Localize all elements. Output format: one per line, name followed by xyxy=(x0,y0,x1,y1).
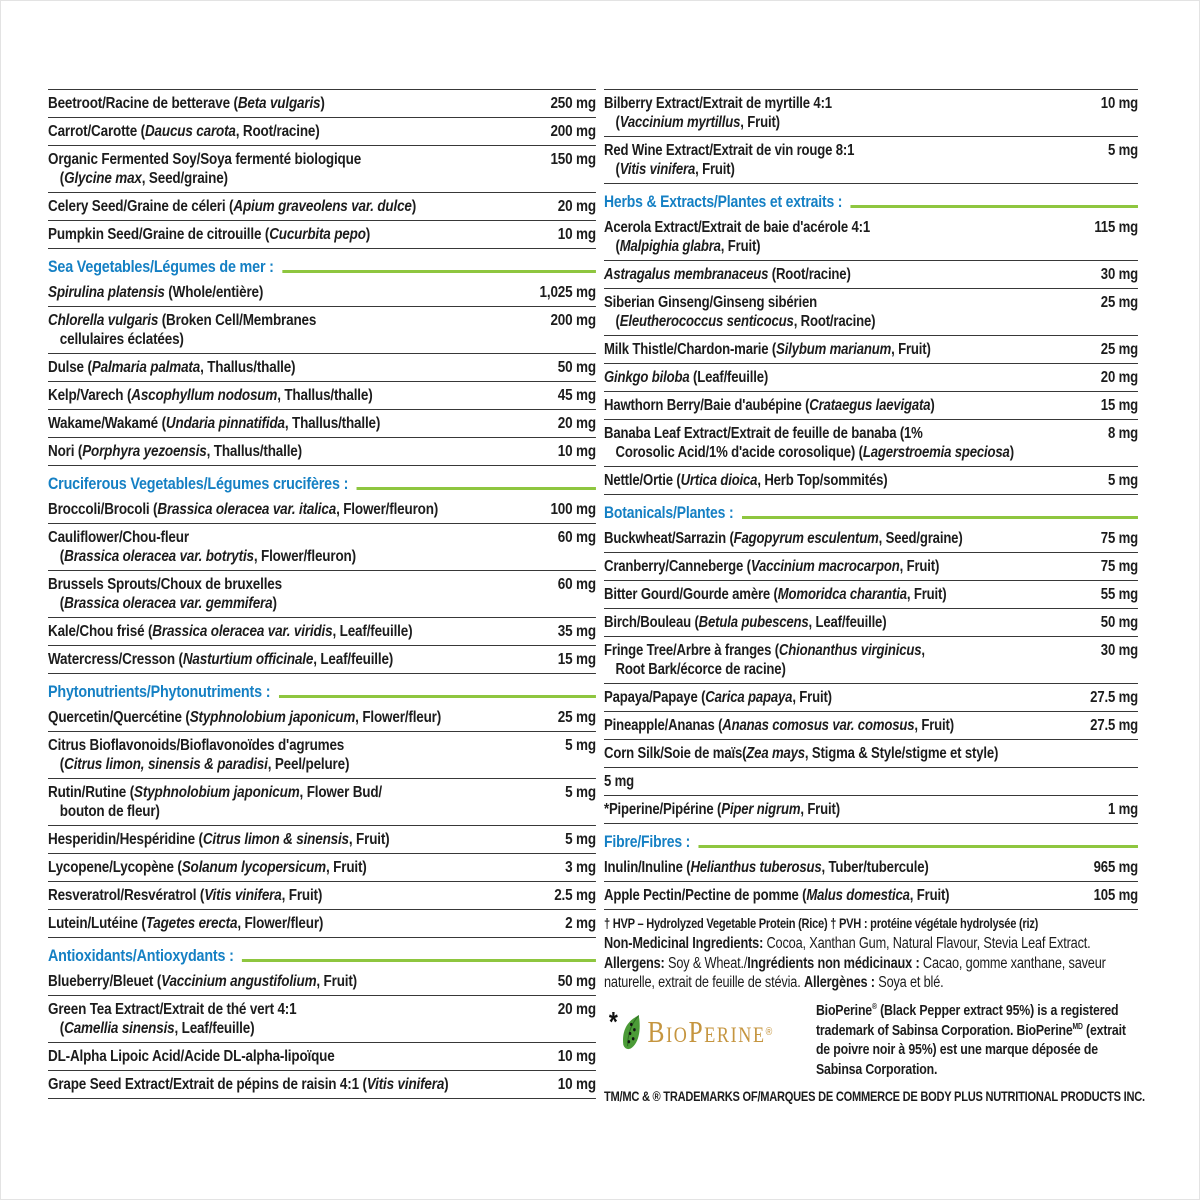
ingredient-row xyxy=(604,363,1138,391)
ingredient-row xyxy=(604,391,1138,419)
ingredient-amount: 1,025 mg xyxy=(539,284,596,301)
section-heading-label: Antioxidants/Antioxydants : xyxy=(48,946,234,965)
ingredient-amount: 5 mg xyxy=(1107,142,1138,159)
ingredient-name: Green Tea Extract/Extrait de thé vert 4:1 (Camellia sinensis, Leaf/feuille) xyxy=(48,1001,297,1037)
section-underline xyxy=(282,270,596,273)
ingredient-name: Chlorella vulgaris (Broken Cell/Membranes cellulaires éclatées) xyxy=(48,312,317,348)
ingredient-amount: 10 mg xyxy=(557,443,596,460)
column-end-rule xyxy=(48,1098,596,1099)
ingredient-amount: 15 mg xyxy=(1100,397,1138,414)
ingredient-amount: 1 mg xyxy=(1107,801,1138,818)
ingredient-row xyxy=(48,220,596,248)
ingredient-amount: 75 mg xyxy=(1100,558,1138,575)
ingredient-name: Celery Seed/Graine de céleri (Apium graveolens var. dulce) xyxy=(48,198,417,215)
ingredient-row xyxy=(48,279,596,306)
hvp-note: † HVP – Hydrolyzed Vegetable Protein (Rice) † PVH : protéine végétale hydrolysée (riz) xyxy=(604,916,1039,931)
section-heading xyxy=(604,183,1138,214)
ingredient-amount: 2 mg xyxy=(565,915,596,932)
ingredient-amount: 45 mg xyxy=(557,387,596,404)
ingredient-row xyxy=(604,89,1138,136)
notes-section xyxy=(604,911,1145,1105)
ingredient-row xyxy=(48,909,596,937)
ingredients-column-left xyxy=(48,89,596,1099)
ingredient-name: Buckwheat/Sarrazin (Fagopyrum esculentum, Seed/graine) xyxy=(604,530,963,547)
section-underline xyxy=(742,516,1138,519)
ingredient-amount: 965 mg xyxy=(1093,859,1138,876)
registered-symbol: ® xyxy=(765,1026,773,1039)
ingredient-row xyxy=(48,353,596,381)
ingredient-amount: 2.5 mg xyxy=(554,887,596,904)
ingredient-amount: 10 mg xyxy=(557,1048,596,1065)
ingredient-amount: 105 mg xyxy=(1093,887,1138,904)
ingredient-name: Kelp/Varech (Ascophyllum nodosum, Thallus/thalle) xyxy=(48,387,373,404)
section-heading xyxy=(604,494,1138,525)
ingredient-name: Milk Thistle/Chardon-marie (Silybum marianum, Fruit) xyxy=(604,341,931,358)
ingredient-amount: 100 mg xyxy=(550,501,596,518)
section-heading xyxy=(48,465,596,496)
ingredient-name: Fringe Tree/Arbre à franges (Chionanthus virginicus, Root Bark/écorce de racine) xyxy=(604,642,925,678)
ingredient-row xyxy=(48,437,596,465)
ingredient-name: Brussels Sprouts/Choux de bruxelles (Brassica oleracea var. gemmifera) xyxy=(48,576,282,612)
ingredient-amount: 20 mg xyxy=(557,1001,596,1018)
ingredient-amount: 10 mg xyxy=(557,226,596,243)
ingredient-row xyxy=(604,335,1138,363)
ingredient-amount: 30 mg xyxy=(1100,642,1138,659)
ingredient-row xyxy=(48,523,596,570)
ingredient-name: Banaba Leaf Extract/Extrait de feuille de banaba (1% Corosolic Acid/1% d'acide corosolique) (Lagerstroemia speciosa) xyxy=(604,425,1014,461)
ingredient-amount: 55 mg xyxy=(1100,586,1138,603)
ingredient-amount: 10 mg xyxy=(1100,95,1138,112)
ingredient-row xyxy=(48,570,596,617)
ingredient-amount: 25 mg xyxy=(1100,341,1138,358)
ingredient-amount: 50 mg xyxy=(557,359,596,376)
ingredient-row xyxy=(604,608,1138,636)
ingredient-amount: 5 mg xyxy=(565,831,596,848)
ingredient-name: Resveratrol/Resvératrol (Vitis vinifera, Fruit) xyxy=(48,887,323,904)
bioperine-wordmark: BioPerine xyxy=(647,1014,766,1050)
ingredient-row xyxy=(48,617,596,645)
ingredient-row xyxy=(604,214,1138,260)
ingredient-name: Nettle/Ortie (Urtica dioica, Herb Top/sommités) xyxy=(604,472,888,489)
ingredient-name: Lutein/Lutéine (Tagetes erecta, Flower/fleur) xyxy=(48,915,324,932)
ingredient-row xyxy=(48,409,596,437)
ingredient-row xyxy=(48,1042,596,1070)
ingredient-amount: 115 mg xyxy=(1094,219,1138,236)
ingredient-name: Spirulina platensis (Whole/entière) xyxy=(48,284,264,301)
ingredient-name: Pumpkin Seed/Graine de citrouille (Cucurbita pepo) xyxy=(48,226,371,243)
ingredient-amount: 8 mg xyxy=(1107,425,1138,442)
section-underline xyxy=(242,959,596,962)
ingredient-name: DL-Alpha Lipoic Acid/Acide DL-alpha-lipoïque xyxy=(48,1048,335,1065)
ingredient-row xyxy=(48,825,596,853)
section-heading-label: Phytonutrients/Phytonutriments : xyxy=(48,682,271,701)
ingredient-row xyxy=(604,739,1138,795)
ingredient-name: Apple Pectin/Pectine de pomme (Malus domestica, Fruit) xyxy=(604,887,950,904)
ingredient-amount: 60 mg xyxy=(557,529,596,546)
ingredient-row xyxy=(48,145,596,192)
ingredient-row xyxy=(48,192,596,220)
ingredient-row xyxy=(604,580,1138,608)
ingredient-row xyxy=(604,419,1138,466)
ingredient-name: Bilberry Extract/Extrait de myrtille 4:1 (Vaccinium myrtillus, Fruit) xyxy=(604,95,832,131)
ingredient-row xyxy=(48,1070,596,1098)
bioperine-trademark-note: BioPerine® (Black Pepper extract 95%) is a registered trademark of Sabinsa Corporation. BioPerine$^{MD}$ (extrait de poivre noir à 95%) est une marque déposée de Sabinsa Corporation. xyxy=(815,1002,1126,1078)
section-heading-label: Herbs & Extracts/Plantes et extraits : xyxy=(604,192,843,211)
ingredient-name: Hesperidin/Hespéridine (Citrus limon & sinensis, Fruit) xyxy=(48,831,390,848)
ingredient-amount: 3 mg xyxy=(565,859,596,876)
ingredient-name: Hawthorn Berry/Baie d'aubépine (Crataegus laevigata) xyxy=(604,397,935,414)
ingredient-row xyxy=(48,496,596,523)
ingredient-name: Acerola Extract/Extrait de baie d'acérole 4:1 (Malpighia glabra, Fruit) xyxy=(604,219,871,255)
ingredient-row xyxy=(604,683,1138,711)
ingredient-row xyxy=(604,466,1138,494)
ingredient-amount: 15 mg xyxy=(557,651,596,668)
ingredient-name: Papaya/Papaye (Carica papaya, Fruit) xyxy=(604,689,832,706)
ingredient-row xyxy=(48,381,596,409)
ingredient-amount: 20 mg xyxy=(557,415,596,432)
ingredient-amount: 200 mg xyxy=(550,312,596,329)
ingredient-amount: 150 mg xyxy=(550,151,596,168)
ingredient-row xyxy=(604,260,1138,288)
ingredient-row xyxy=(604,636,1138,683)
bioperine-block xyxy=(604,1001,1138,1079)
ingredient-name: Nori (Porphyra yezoensis, Thallus/thalle) xyxy=(48,443,302,460)
ingredient-row xyxy=(604,881,1138,909)
ingredient-amount: 5 mg xyxy=(565,737,596,754)
section-heading-label: Cruciferous Vegetables/Légumes crucifères : xyxy=(48,474,349,493)
bioperine-logo xyxy=(604,1001,816,1051)
ingredient-row xyxy=(48,117,596,145)
asterisk-marker: * xyxy=(608,1006,618,1038)
ingredient-amount: 5 mg xyxy=(565,784,596,801)
ingredient-name: Quercetin/Quercétine (Styphnolobium japonicum, Flower/fleur) xyxy=(48,709,442,726)
section-heading xyxy=(48,248,596,279)
ingredient-row xyxy=(48,968,596,995)
ingredient-name: Dulse (Palmaria palmata, Thallus/thalle) xyxy=(48,359,296,376)
ingredient-amount: 35 mg xyxy=(557,623,596,640)
ingredient-row xyxy=(604,795,1138,823)
ingredient-amount: 27.5 mg xyxy=(1090,689,1138,706)
ingredient-name: Organic Fermented Soy/Soya fermenté biologique (Glycine max, Seed/graine) xyxy=(48,151,362,187)
ingredient-row xyxy=(48,853,596,881)
ingredient-amount: 30 mg xyxy=(1100,266,1138,283)
ingredient-name: Astragalus membranaceus (Root/racine) xyxy=(604,266,851,283)
ingredient-name: Lycopene/Lycopène (Solanum lycopersicum, Fruit) xyxy=(48,859,367,876)
section-heading-label: Botanicals/Plantes : xyxy=(604,503,734,522)
ingredients-list-right xyxy=(604,89,1138,910)
ingredient-row xyxy=(604,525,1138,552)
section-underline xyxy=(850,205,1137,208)
ingredient-name: Cranberry/Canneberge (Vaccinium macrocarpon, Fruit) xyxy=(604,558,940,575)
ingredient-name: Red Wine Extract/Extrait de vin rouge 8:1 (Vitis vinifera, Fruit) xyxy=(604,142,855,178)
ingredient-row xyxy=(604,136,1138,183)
ingredient-row xyxy=(48,881,596,909)
ingredient-name: Kale/Chou frisé (Brassica oleracea var. viridis, Leaf/feuille) xyxy=(48,623,413,640)
ingredients-column-right xyxy=(604,89,1145,1105)
trademark-footer: TM/MC & ® TRADEMARKS OF/MARQUES DE COMMERCE DE BODY PLUS NUTRITIONAL PRODUCTS INC. xyxy=(604,1089,1145,1105)
ingredient-amount: 25 mg xyxy=(1100,294,1138,311)
ingredient-name: Grape Seed Extract/Extrait de pépins de raisin 4:1 (Vitis vinifera) xyxy=(48,1076,449,1093)
ingredient-amount: 5 mg xyxy=(604,767,1138,791)
ingredient-name: Wakame/Wakamé (Undaria pinnatifida, Thallus/thalle) xyxy=(48,415,381,432)
ingredient-amount: 250 mg xyxy=(550,95,596,112)
ingredient-row xyxy=(604,552,1138,580)
ingredient-row xyxy=(48,89,596,117)
ingredient-amount: 20 mg xyxy=(557,198,596,215)
ingredient-name: Cauliflower/Chou-fleur (Brassica oleracea var. botrytis, Flower/fleuron) xyxy=(48,529,356,565)
ingredient-name: Pineapple/Ananas (Ananas comosus var. comosus, Fruit) xyxy=(604,717,954,734)
ingredient-name: Birch/Bouleau (Betula pubescens, Leaf/feuille) xyxy=(604,614,887,631)
ingredient-amount: 75 mg xyxy=(1100,530,1138,547)
ingredient-row xyxy=(48,704,596,731)
section-heading-label: Sea Vegetables/Légumes de mer : xyxy=(48,257,274,276)
section-underline xyxy=(357,487,596,490)
ingredient-row xyxy=(48,645,596,673)
ingredient-row xyxy=(48,995,596,1042)
section-underline xyxy=(279,695,596,698)
ingredient-row xyxy=(48,306,596,353)
ingredient-name: Carrot/Carotte (Daucus carota, Root/racine) xyxy=(48,123,320,140)
ingredient-amount: 200 mg xyxy=(550,123,596,140)
ingredient-name: Broccoli/Brocoli (Brassica oleracea var. italica, Flower/fleuron) xyxy=(48,501,439,518)
ingredient-amount: 10 mg xyxy=(557,1076,596,1093)
ingredient-amount: 5 mg xyxy=(1107,472,1138,489)
ingredient-amount: 20 mg xyxy=(1100,369,1138,386)
non-medicinal-note: Non-Medicinal Ingredients: Cocoa, Xanthan Gum, Natural Flavour, Stevia Leaf Extract. Allergens: Soy & Wheat./Ingrédients non médicinaux : Cacao, gomme xanthane, saveur naturelle, extrait de feuille de stévia. Allergènes : Soya et blé. xyxy=(604,935,1106,992)
ingredient-name: Beetroot/Racine de betterave (Beta vulgaris) xyxy=(48,95,325,112)
ingredient-amount: 25 mg xyxy=(557,709,596,726)
ingredient-amount: 50 mg xyxy=(1100,614,1138,631)
ingredient-row xyxy=(48,731,596,778)
ingredient-amount: 27.5 mg xyxy=(1090,717,1138,734)
ingredient-name: Siberian Ginseng/Ginseng sibérien (Eleutherococcus senticocus, Root/racine) xyxy=(604,294,876,330)
ingredient-name: Bitter Gourd/Gourde amère (Momoridca charantia, Fruit) xyxy=(604,586,947,603)
ingredient-row xyxy=(604,711,1138,739)
ingredient-name: *Piperine/Pipérine (Piper nigrum, Fruit) xyxy=(604,801,840,818)
ingredient-name: Rutin/Rutine (Styphnolobium japonicum, Flower Bud/ bouton de fleur) xyxy=(48,784,383,820)
ingredient-amount: 50 mg xyxy=(557,973,596,990)
ingredient-name: Corn Silk/Soie de maïs(Zea mays, Stigma & Style/stigme et style) xyxy=(604,745,999,762)
section-heading xyxy=(48,937,596,968)
ingredient-name: Watercress/Cresson (Nasturtium officinale, Leaf/feuille) xyxy=(48,651,394,668)
ingredient-row xyxy=(604,854,1138,881)
ingredient-name: Ginkgo biloba (Leaf/feuille) xyxy=(604,369,769,386)
ingredient-name: Citrus Bioflavonoids/Bioflavonoïdes d'agrumes (Citrus limon, sinensis & paradisi, Peel/pelure) xyxy=(48,737,350,773)
ingredient-name: Blueberry/Bleuet (Vaccinium angustifolium, Fruit) xyxy=(48,973,358,990)
section-heading-label: Fibre/Fibres : xyxy=(604,832,691,851)
section-underline xyxy=(698,845,1138,848)
ingredient-row xyxy=(604,288,1138,335)
column-end-rule xyxy=(604,909,1138,910)
section-heading xyxy=(604,823,1138,854)
ingredient-row xyxy=(48,778,596,825)
pepper-leaf-icon xyxy=(620,1013,645,1051)
ingredient-name: Inulin/Inuline (Helianthus tuberosus, Tuber/tubercule) xyxy=(604,859,929,876)
section-heading xyxy=(48,673,596,704)
ingredient-amount: 60 mg xyxy=(557,576,596,593)
